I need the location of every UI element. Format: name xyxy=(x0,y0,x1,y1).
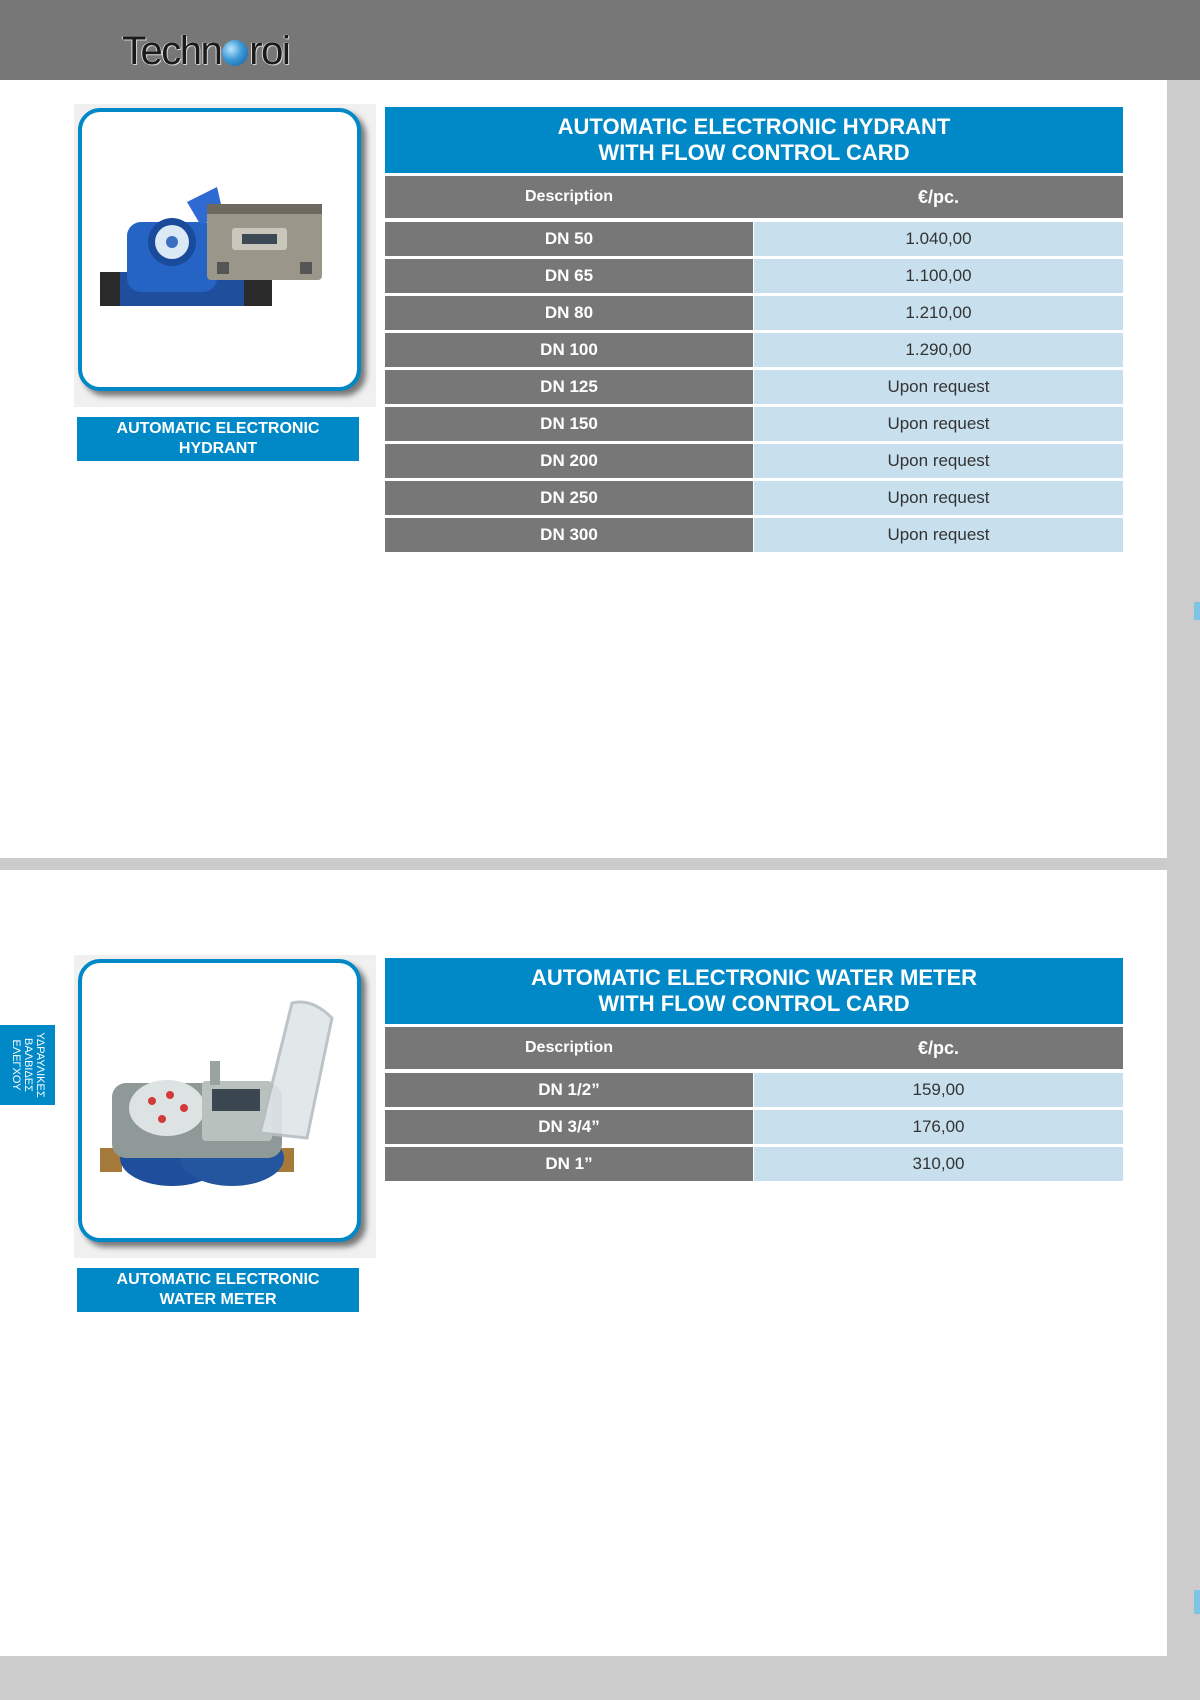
table-row xyxy=(385,296,1123,330)
globe-icon xyxy=(222,40,248,66)
row-description: DN 65 xyxy=(385,259,753,293)
row-description: DN 300 xyxy=(385,518,753,552)
row-price: Upon request xyxy=(754,407,1123,441)
row-price: 310,00 xyxy=(754,1147,1123,1181)
product-title-line: WITH FLOW CONTROL CARD xyxy=(598,140,910,165)
row-price: Upon request xyxy=(754,481,1123,515)
product-caption xyxy=(77,417,359,461)
table-row xyxy=(385,370,1123,404)
table-row xyxy=(385,1073,1123,1107)
product-title-line: AUTOMATIC ELECTRONIC HYDRANT xyxy=(557,114,951,139)
product-table-title xyxy=(385,958,1123,1024)
product-caption-text: WATER METER xyxy=(159,1291,277,1308)
right-margin-tab xyxy=(1194,602,1200,620)
table-row xyxy=(385,518,1123,552)
row-description: DN 250 xyxy=(385,481,753,515)
table-row xyxy=(385,407,1123,441)
row-description: DN 1” xyxy=(385,1147,753,1181)
row-description: DN 1/2” xyxy=(385,1073,753,1107)
electronic-hydrant-image xyxy=(82,112,357,387)
right-margin-bar xyxy=(1167,80,1200,1700)
technoroi-logo: Techn roi xyxy=(122,29,290,73)
row-description: DN 125 xyxy=(385,370,753,404)
row-description: DN 100 xyxy=(385,333,753,367)
column-header-price: €/pc. xyxy=(917,1038,960,1058)
section-divider xyxy=(0,858,1167,870)
row-description: DN 150 xyxy=(385,407,753,441)
product-title-line: AUTOMATIC ELECTRONIC WATER METER xyxy=(530,965,978,990)
column-header-price: €/pc. xyxy=(917,187,960,207)
right-margin-tab xyxy=(1194,1590,1200,1614)
row-description: DN 3/4” xyxy=(385,1110,753,1144)
row-description: DN 80 xyxy=(385,296,753,330)
row-price: 1.040,00 xyxy=(754,222,1123,256)
product-caption xyxy=(77,1268,359,1312)
row-price: 159,00 xyxy=(754,1073,1123,1107)
table-row xyxy=(385,444,1123,478)
electronic-water-meter-image xyxy=(82,963,357,1238)
row-price: Upon request xyxy=(754,444,1123,478)
table-row xyxy=(385,222,1123,256)
section-side-tab-label: ΥΔΡΑΥΛΙΚΕΣ ΒΑΛΒΙΔΕΣ ΕΛΕΓΧΟΥ xyxy=(9,1032,46,1098)
product-caption-text: AUTOMATIC ELECTRONIC xyxy=(116,1271,320,1288)
row-price: Upon request xyxy=(754,370,1123,404)
table-row xyxy=(385,333,1123,367)
table-header-row xyxy=(385,1027,1123,1069)
product-caption-text: AUTOMATIC ELECTRONIC HYDRANT xyxy=(116,420,320,457)
product-photo xyxy=(78,959,361,1242)
column-header-description: Description xyxy=(524,188,613,205)
row-price: Upon request xyxy=(754,518,1123,552)
table-row xyxy=(385,1110,1123,1144)
column-header-description: Description xyxy=(524,1039,613,1056)
page-header xyxy=(0,0,1200,80)
page-footer-bar xyxy=(0,1656,1200,1700)
row-price: 1.210,00 xyxy=(754,296,1123,330)
product-photo-frame xyxy=(74,104,376,407)
row-price: 1.100,00 xyxy=(754,259,1123,293)
table-row xyxy=(385,481,1123,515)
product-photo xyxy=(78,108,361,391)
row-description: DN 200 xyxy=(385,444,753,478)
section-side-tab xyxy=(0,1025,55,1105)
table-row xyxy=(385,1147,1123,1181)
row-price: 1.290,00 xyxy=(754,333,1123,367)
product-photo-frame xyxy=(74,955,376,1258)
product-title-line: WITH FLOW CONTROL CARD xyxy=(598,991,910,1016)
table-header-row xyxy=(385,176,1123,218)
product-table-title xyxy=(385,107,1123,173)
table-row xyxy=(385,259,1123,293)
row-description: DN 50 xyxy=(385,222,753,256)
row-price: 176,00 xyxy=(754,1110,1123,1144)
